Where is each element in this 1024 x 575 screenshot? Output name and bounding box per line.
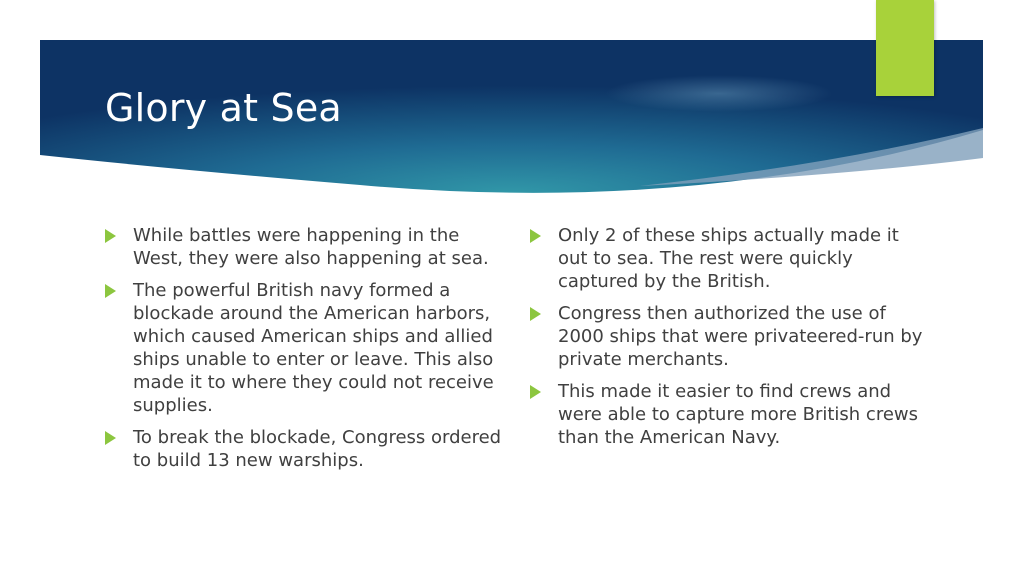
bullet-arrow-icon	[530, 307, 541, 321]
bullet-text: To break the blockade, Congress ordered to build 13 new warships.	[133, 427, 502, 471]
bullet-item	[105, 279, 505, 417]
bullet-item	[530, 380, 930, 449]
bullet-arrow-icon	[530, 385, 541, 399]
slide-title: Glory at Sea	[105, 86, 342, 130]
bullet-item	[105, 224, 505, 270]
bullet-text: This made it easier to find crews and were able to capture more British crews than the American Navy.	[558, 381, 918, 448]
bullet-item	[530, 302, 930, 371]
right-bullet-list	[530, 224, 930, 458]
bullet-arrow-icon	[105, 431, 116, 445]
left-bullet-list	[105, 224, 505, 481]
bullet-arrow-icon	[105, 284, 116, 298]
bullet-arrow-icon	[530, 229, 541, 243]
bullet-text: Only 2 of these ships actually made it out to sea. The rest were quickly captured by the British.	[558, 225, 899, 292]
bullet-arrow-icon	[105, 229, 116, 243]
bullet-text: Congress then authorized the use of 2000 ships that were privateered-run by private merchants.	[558, 303, 923, 370]
bullet-text: The powerful British navy formed a blockade around the American harbors, which caused American ships and allied ships unable to enter or leave. This also made it to where they could not receive supplies.	[133, 280, 494, 416]
bullet-text: While battles were happening in the West, they were also happening at sea.	[133, 225, 489, 269]
accent-tab	[876, 0, 934, 96]
bullet-item	[530, 224, 930, 293]
bullet-item	[105, 426, 505, 472]
